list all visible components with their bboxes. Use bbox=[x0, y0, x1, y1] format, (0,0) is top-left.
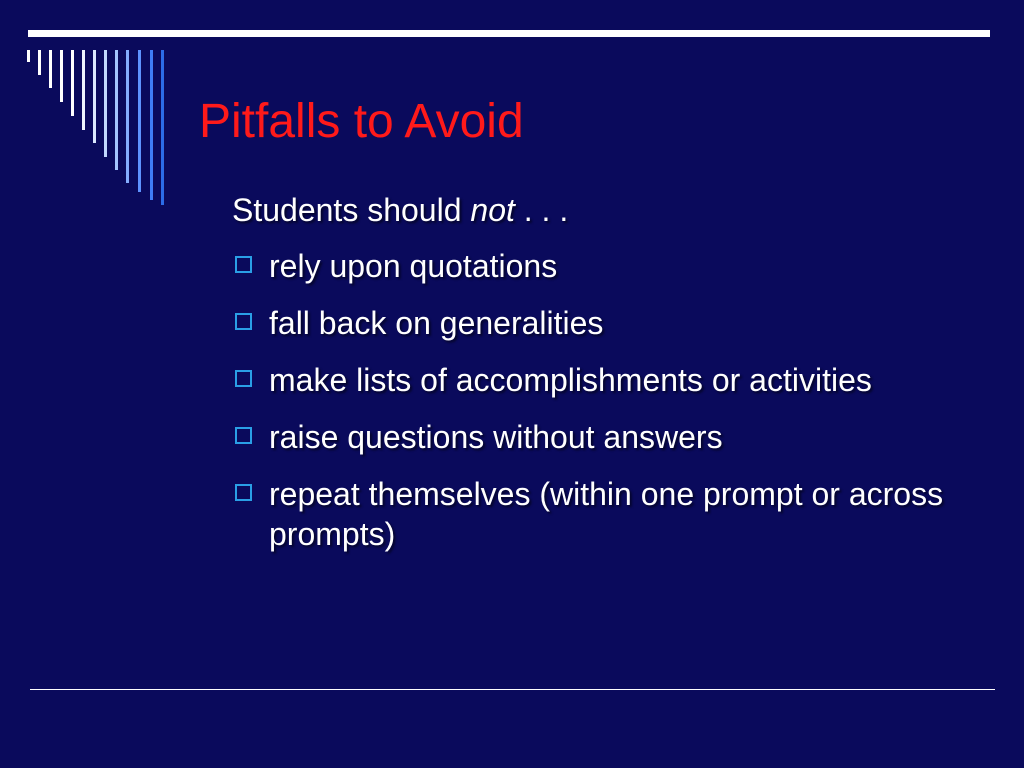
stripe-group bbox=[27, 50, 164, 205]
decorative-stripe bbox=[161, 50, 164, 205]
bullet-item bbox=[232, 417, 952, 457]
slide-content bbox=[232, 190, 952, 571]
decorative-stripe bbox=[38, 50, 41, 75]
bullet-item bbox=[232, 303, 952, 343]
top-rule bbox=[28, 30, 990, 37]
decorative-stripe bbox=[71, 50, 74, 116]
decorative-stripe bbox=[27, 50, 30, 62]
bullet-text: repeat themselves (within one prompt or across prompts) bbox=[269, 476, 944, 552]
hollow-square-icon bbox=[235, 256, 252, 273]
decorative-stripe bbox=[60, 50, 63, 102]
hollow-square-icon bbox=[235, 427, 252, 444]
bullet-text: rely upon quotations bbox=[269, 248, 558, 284]
decorative-stripe bbox=[49, 50, 52, 88]
bullet-item bbox=[232, 360, 952, 400]
decorative-stripe bbox=[150, 50, 153, 200]
bullet-item bbox=[232, 474, 952, 554]
slide-title: Pitfalls to Avoid bbox=[199, 95, 524, 148]
decorative-stripe bbox=[126, 50, 129, 183]
decorative-stripes bbox=[0, 0, 170, 210]
intro-prefix: Students should bbox=[232, 192, 471, 228]
hollow-square-icon bbox=[235, 370, 252, 387]
bullet-text: raise questions without answers bbox=[269, 419, 723, 455]
bullet-list bbox=[232, 246, 952, 554]
bullet-text: make lists of accomplishments or activities bbox=[269, 362, 872, 398]
intro-suffix: . . . bbox=[514, 192, 569, 228]
bottom-rule bbox=[30, 689, 995, 690]
intro-emphasis: not bbox=[470, 192, 515, 228]
bullet-text: fall back on generalities bbox=[269, 305, 604, 341]
bullet-item bbox=[232, 246, 952, 286]
hollow-square-icon bbox=[235, 313, 252, 330]
decorative-stripe bbox=[104, 50, 107, 157]
decorative-stripe bbox=[82, 50, 85, 130]
decorative-stripe bbox=[115, 50, 118, 170]
intro-line bbox=[232, 190, 952, 230]
hollow-square-icon bbox=[235, 484, 252, 501]
decorative-stripe bbox=[93, 50, 96, 143]
decorative-stripe bbox=[138, 50, 141, 192]
